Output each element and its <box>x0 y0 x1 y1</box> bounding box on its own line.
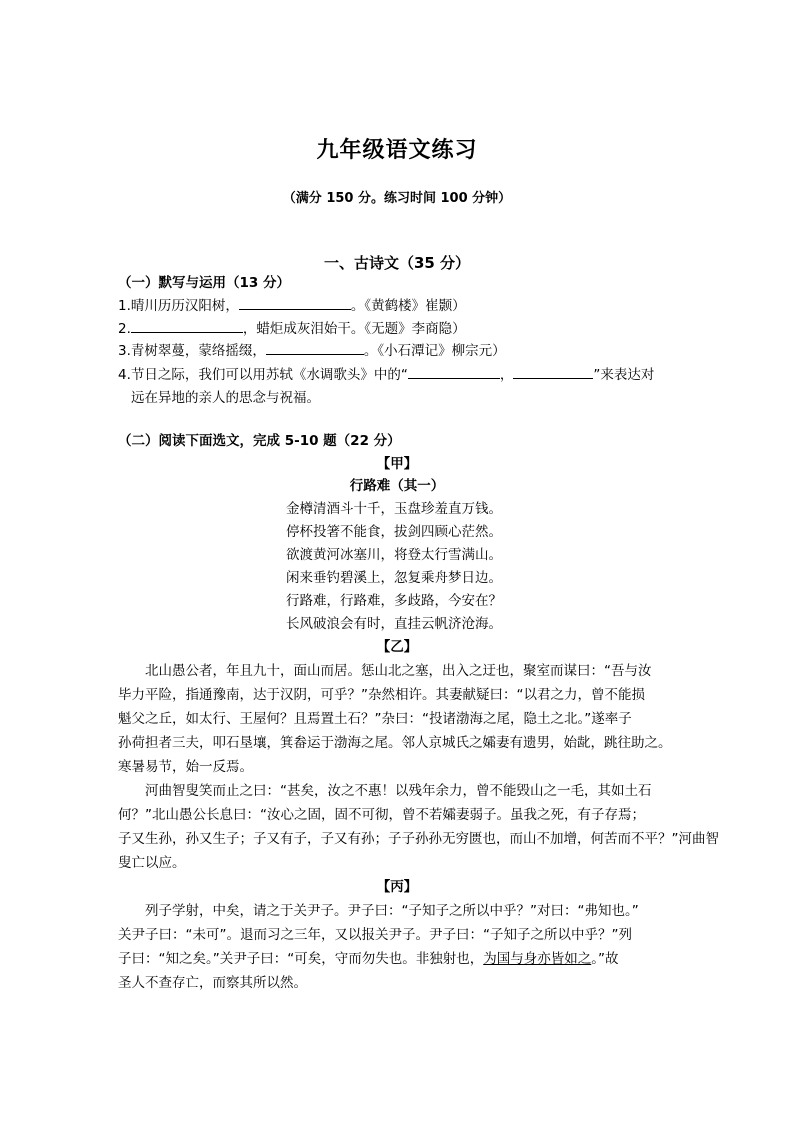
question-4-line-2: 远在异地的亲人的思念与祝福。 <box>131 390 320 406</box>
q2-text-post: ，蜡炬成灰泪始干。《无题》李商隐） <box>242 321 466 337</box>
passage-yi-line: 子又生孙，孙又生子；子又有子，子又有孙；子子孙孙无穷匮也，而山不加增，何苦而不平？”河曲智 <box>118 831 719 847</box>
q2-text-pre: 2. <box>118 321 131 337</box>
q1-text-pre: 1.晴川历历汉阳树， <box>118 298 239 314</box>
q3-answer-blank[interactable] <box>266 342 364 355</box>
poem-title: 行路难（其一） <box>349 478 445 494</box>
passage-bing-text: 。”故 <box>591 951 619 967</box>
underlined-phrase: 为国与身亦皆如之 <box>483 951 592 967</box>
poem-line: 长风破浪会有时，直挂云帆济沧海。 <box>286 616 502 632</box>
page-title: 九年级语文练习 <box>316 138 478 163</box>
passage-yi-line: 何？”北山愚公长息曰：“汝心之固，固不可彻，曾不若孀妻弱子。虽我之死，有子存焉； <box>118 807 645 823</box>
poem-line: 行路难，行路难，多歧路，今安在？ <box>286 593 502 609</box>
passage-jia-label: 【甲】 <box>376 456 418 472</box>
q4-answer-blank-1[interactable] <box>408 366 500 379</box>
poem-line: 停杯投箸不能食，拔剑四顾心茫然。 <box>286 524 502 540</box>
poem-line: 金樽清酒斗十千，玉盘珍羞直万钱。 <box>286 501 502 517</box>
passage-bing-line: 列子学射，中矣，请之于关尹子。尹子曰：“子知子之所以中乎？”对曰：“弗知也。” <box>145 903 639 919</box>
passage-yi-line: 北山愚公者，年且九十，面山而居。惩山北之塞，出入之迂也，聚室而谋曰：“吾与汝 <box>145 663 652 679</box>
q2-answer-blank[interactable] <box>131 320 243 333</box>
q4-text-pre: 4.节日之际，我们可以用苏轼《水调歌头》中的“ <box>118 367 408 383</box>
passage-yi-line: 叟亡以应。 <box>118 855 186 871</box>
passage-yi-line: 寒暑易节，始一反焉。 <box>118 759 253 775</box>
q4-text-post: ”来表达对 <box>593 367 655 383</box>
question-2 <box>118 320 466 338</box>
passage-yi-line: 河曲智叟笑而止之曰：“甚矣，汝之不惠！以残年余力，曾不能毁山之一毛，其如土石 <box>145 783 652 799</box>
question-1 <box>118 297 466 315</box>
q4-text-mid: ， <box>499 367 514 383</box>
q3-text-pre: 3.青树翠蔓，蒙络摇缀， <box>118 343 266 359</box>
passage-bing-line: 圣人不查存亡，而察其所以然。 <box>118 975 307 991</box>
poem-line: 欲渡黄河冰塞川，将登太行雪满山。 <box>286 547 502 563</box>
poem-line: 闲来垂钓碧溪上，忽复乘舟梦日边。 <box>286 570 502 586</box>
passage-yi-line: 孙荷担者三夫，叩石垦壤，箕畚运于渤海之尾。邻人京城氏之孀妻有遗男，始龀，跳往助之。 <box>118 735 672 751</box>
part2-heading: （二）阅读下面选文，完成 5-10 题（22 分） <box>118 433 401 449</box>
q1-text-post: 。《黄鹤楼》崔颢） <box>350 298 466 314</box>
section-heading: 一、古诗文（35 分） <box>323 254 471 272</box>
passage-bing-line <box>118 950 618 968</box>
q3-text-post: 。《小石潭记》柳宗元） <box>363 343 506 359</box>
passage-yi-line: 魁父之丘，如太行、王屋何？且焉置土石？”杂曰：“投诸渤海之尾，隐土之北。”遂率子 <box>118 711 632 727</box>
question-3 <box>118 342 506 360</box>
passage-yi-label: 【乙】 <box>376 639 418 655</box>
page-subtitle: （满分 150 分。练习时间 100 分钟） <box>282 191 512 206</box>
passage-bing-text: 子曰：“知之矣。”关尹子曰：“可矣，守而勿失也。非独射也， <box>118 951 484 967</box>
passage-bing-line: 关尹子曰：“未可”。退而习之三年，又以报关尹子。尹子曰：“子知子之所以中乎？”列 <box>118 927 632 943</box>
q1-answer-blank[interactable] <box>239 297 351 310</box>
question-4 <box>118 366 654 384</box>
passage-bing-label: 【丙】 <box>376 879 418 895</box>
q4-answer-blank-2[interactable] <box>513 366 593 379</box>
part1-heading: （一）默写与运用（13 分） <box>118 275 290 291</box>
passage-yi-line: 毕力平险，指通豫南，达于汉阴，可乎？”杂然相许。其妻献疑曰：“以君之力，曾不能损 <box>118 687 645 703</box>
